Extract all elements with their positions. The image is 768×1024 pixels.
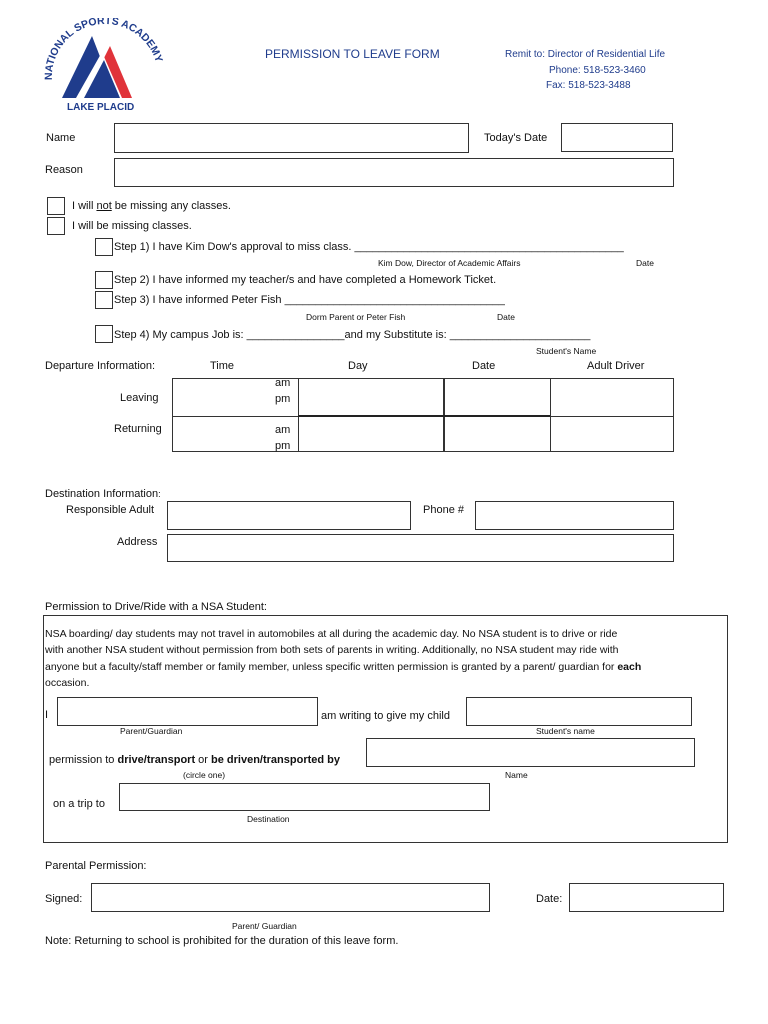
col-time: Time bbox=[210, 360, 235, 372]
row-returning: Returning bbox=[114, 423, 162, 435]
returning-am: am bbox=[275, 424, 291, 436]
phone-label: Phone # bbox=[423, 504, 464, 516]
parent-guardian-field[interactable] bbox=[57, 697, 318, 726]
step1-text: Step 1) I have Kim Dow's approval to miss class. ____________________________________________ bbox=[114, 241, 624, 253]
not-missing-checkbox[interactable] bbox=[47, 197, 65, 215]
drive-para-3: anyone but a faculty/staff member or family member, unless specific written permission is granted by a parent/ guardian for each bbox=[45, 661, 642, 673]
destination-title: Destination Information: bbox=[45, 488, 161, 500]
trip-label: on a trip to bbox=[53, 798, 105, 810]
driver-name-caption: Name bbox=[505, 770, 528, 780]
step2-checkbox[interactable] bbox=[95, 271, 113, 289]
reason-label: Reason bbox=[45, 164, 83, 176]
drive-option[interactable]: drive/transport bbox=[117, 754, 196, 766]
school-logo bbox=[40, 18, 170, 118]
leaving-date-cell[interactable] bbox=[445, 379, 550, 416]
drive-title: Permission to Drive/Ride with a NSA Student: bbox=[45, 601, 267, 613]
responsible-adult-label: Responsible Adult bbox=[66, 504, 155, 516]
signed-label: Signed: bbox=[45, 893, 83, 905]
logo-place: LAKE PLACID bbox=[67, 102, 135, 113]
address-field[interactable] bbox=[167, 534, 674, 562]
driven-option[interactable]: be driven/transported by bbox=[211, 754, 341, 766]
circle-one-caption: (circle one) bbox=[183, 770, 226, 780]
form-title: PERMISSION TO LEAVE FORM bbox=[265, 47, 440, 61]
student-name-field[interactable] bbox=[466, 697, 692, 726]
col-day: Day bbox=[348, 360, 368, 372]
remit-fax: Fax: 518-523-3488 bbox=[546, 80, 631, 91]
responsible-adult-field[interactable] bbox=[167, 501, 411, 530]
step1-caption-left: Kim Dow, Director of Academic Affairs bbox=[378, 258, 521, 268]
writing-label: am writing to give my child bbox=[321, 710, 450, 722]
parent-guardian-caption: Parent/Guardian bbox=[120, 726, 183, 736]
returning-pm: pm bbox=[275, 440, 291, 452]
note-text: Note: Returning to school is prohibited for the duration of this leave form. bbox=[45, 935, 399, 947]
step4-caption: Student's Name bbox=[536, 346, 597, 356]
departure-table bbox=[172, 378, 674, 452]
guardian-caption: Parent/ Guardian bbox=[232, 921, 297, 931]
parental-date-field[interactable] bbox=[569, 883, 724, 912]
step3-caption-right: Date bbox=[497, 312, 515, 322]
returning-day-cell[interactable] bbox=[299, 417, 443, 451]
remit-phone: Phone: 518-523-3460 bbox=[549, 65, 646, 76]
logo-arc-text: NATIONAL SPORTS ACADEMY bbox=[42, 18, 165, 81]
name-label: Name bbox=[46, 132, 76, 144]
signature-field[interactable] bbox=[91, 883, 490, 912]
leaving-driver-cell[interactable] bbox=[551, 379, 673, 416]
i-label: I bbox=[45, 709, 49, 721]
drive-para-2: with another NSA student without permission from both sets of parents in writing. Additionally, no NSA student may ride with bbox=[45, 644, 619, 656]
address-label: Address bbox=[117, 536, 158, 548]
step4-text: Step 4) My campus Job is: ________________and my Substitute is: _______________________ bbox=[114, 329, 591, 341]
step3-caption-left: Dorm Parent or Peter Fish bbox=[306, 312, 406, 322]
phone-field[interactable] bbox=[475, 501, 674, 530]
reason-field[interactable] bbox=[114, 158, 674, 187]
remit-to: Remit to: Director of Residential Life bbox=[505, 49, 666, 60]
missing-checkbox[interactable] bbox=[47, 217, 65, 235]
todays-date-label: Today's Date bbox=[484, 132, 548, 144]
permission-to-label: permission to drive/transport or be driven/transported by bbox=[49, 754, 341, 766]
leaving-pm: pm bbox=[275, 393, 291, 405]
name-field[interactable] bbox=[114, 123, 469, 153]
leaving-day-cell[interactable] bbox=[299, 379, 443, 416]
todays-date-field[interactable] bbox=[561, 123, 673, 152]
step3-text: Step 3) I have informed Peter Fish ____________________________________ bbox=[114, 294, 505, 306]
step3-checkbox[interactable] bbox=[95, 291, 113, 309]
returning-date-cell[interactable] bbox=[445, 417, 550, 451]
drive-para-4: occasion. bbox=[45, 677, 90, 689]
departure-title: Departure Information: bbox=[45, 360, 156, 372]
step2-text: Step 2) I have informed my teacher/s and have completed a Homework Ticket. bbox=[114, 274, 497, 286]
missing-label: I will be missing classes. bbox=[72, 220, 192, 232]
driver-name-field[interactable] bbox=[366, 738, 695, 767]
destination-caption: Destination bbox=[247, 814, 290, 824]
leaving-am: am bbox=[275, 377, 291, 389]
step1-caption-right: Date bbox=[636, 258, 654, 268]
returning-driver-cell[interactable] bbox=[551, 417, 673, 451]
not-missing-label: I will not be missing any classes. bbox=[72, 200, 231, 212]
col-date: Date bbox=[472, 360, 496, 372]
parental-date-label: Date: bbox=[536, 893, 563, 905]
student-name-caption: Student's name bbox=[536, 726, 595, 736]
drive-para-1: NSA boarding/ day students may not travel in automobiles at all during the academic day. No NSA student is to drive or ride bbox=[45, 628, 618, 640]
destination-field[interactable] bbox=[119, 783, 490, 811]
parental-title: Parental Permission: bbox=[45, 860, 147, 872]
row-leaving: Leaving bbox=[120, 392, 159, 404]
col-adult-driver: Adult Driver bbox=[587, 360, 645, 372]
step4-checkbox[interactable] bbox=[95, 325, 113, 343]
step1-checkbox[interactable] bbox=[95, 238, 113, 256]
